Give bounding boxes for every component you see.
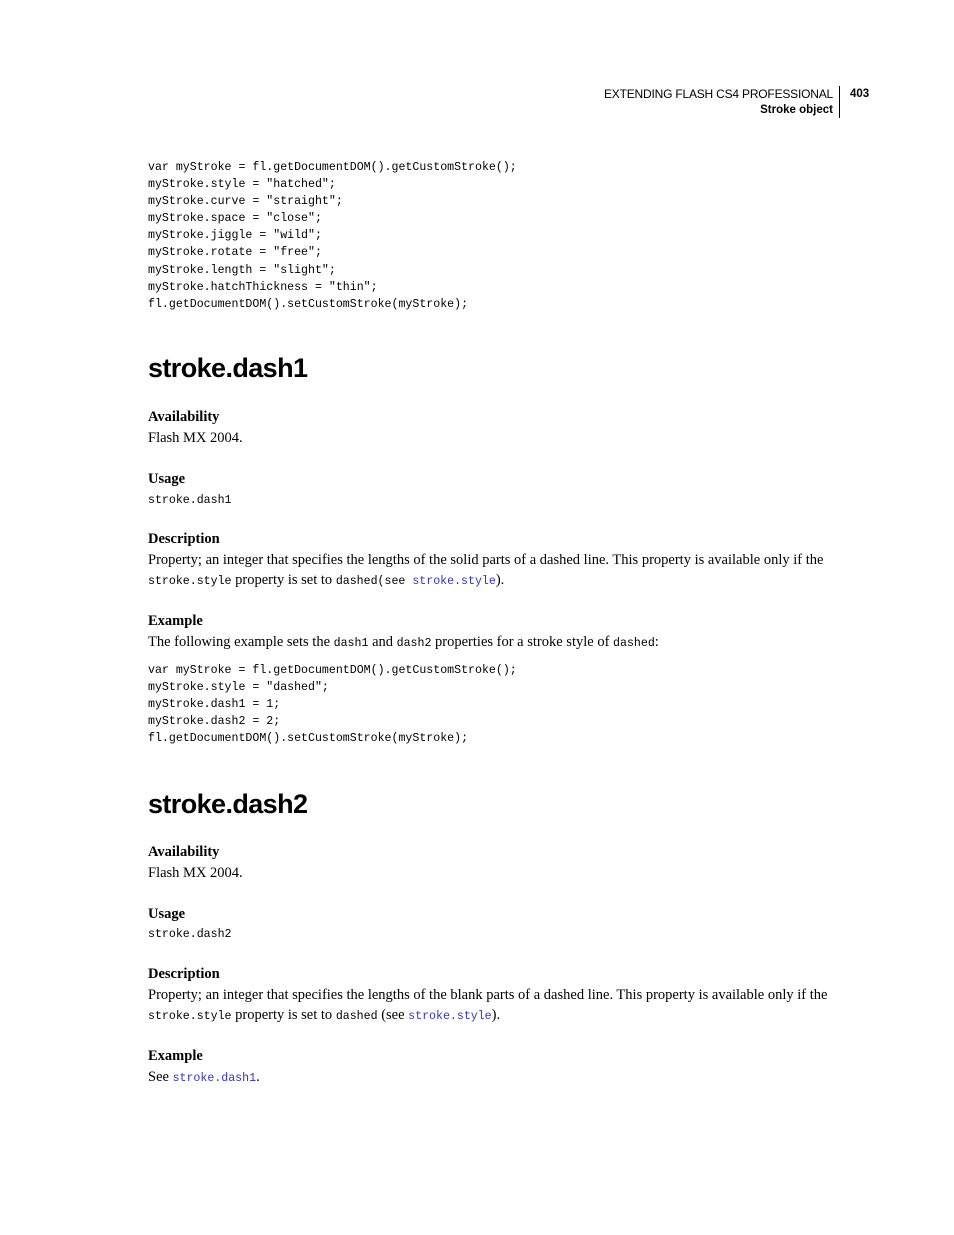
code-line: myStroke.style = "hatched"; [148,178,336,192]
code-block-dash1 [148,662,517,747]
inline-code: dashed(see [335,575,413,588]
description-text [148,985,848,1027]
example-fragment: . [256,1069,260,1085]
inline-code: stroke.style [148,1010,232,1023]
usage-label: Usage [148,906,186,922]
availability-text: Flash MX 2004. [148,430,243,446]
example-text [148,1067,848,1089]
example-fragment: The following example sets the [148,634,334,650]
code-line: var myStroke = fl.getDocumentDOM().getCustomStroke(); [148,664,517,677]
code-block-top [148,159,517,313]
heading-dash2: stroke.dash2 [148,789,308,819]
example-fragment: : [654,634,659,650]
book-title: EXTENDING FLASH CS4 PROFESSIONAL [604,87,833,101]
example-label: Example [148,1048,203,1064]
link-stroke-dash1[interactable]: stroke.dash1 [172,1072,257,1085]
code-line: myStroke.dash2 = 2; [148,715,281,729]
code-line: myStroke.dash1 = 1; [148,698,281,712]
section-title: Stroke object [760,104,833,116]
code-line: myStroke.length = "slight"; [148,263,336,277]
description-fragment: ). [495,572,505,588]
page-number: 403 [850,88,870,100]
description-fragment: property is set to [231,1007,336,1023]
availability-label: Availability [148,844,220,860]
usage-code: stroke.dash1 [148,494,232,507]
code-line: myStroke.space = "close"; [148,212,322,226]
inline-code: dash1 [333,637,369,650]
code-line: myStroke.curve = "straight"; [148,195,343,209]
running-header [604,86,840,118]
example-text [148,632,848,654]
code-line: myStroke.jiggle = "wild"; [148,229,322,243]
description-line: Property; an integer that specifies the lengths of the solid parts of a dashed line. This property is available only if the [148,552,824,568]
example-fragment: and [368,634,397,650]
description-fragment: (see [377,1007,409,1023]
description-fragment: ). [491,1007,501,1023]
availability-text: Flash MX 2004. [148,865,243,881]
inline-code: dash2 [396,637,432,650]
description-label: Description [148,966,220,982]
example-label: Example [148,613,203,629]
usage-label: Usage [148,471,186,487]
code-line: var myStroke = fl.getDocumentDOM().getCustomStroke(); [148,161,517,174]
code-line: myStroke.hatchThickness = "thin"; [148,280,378,294]
description-fragment: property is set to [231,572,336,588]
code-line: myStroke.style = "dashed"; [148,681,329,695]
inline-code: stroke.style [148,575,232,588]
availability-label: Availability [148,409,220,425]
description-text [148,550,848,592]
usage-code: stroke.dash2 [148,928,232,941]
description-line: Property; an integer that specifies the lengths of the blank parts of a dashed line. This property is available only if the [148,987,828,1003]
description-label: Description [148,531,220,547]
link-stroke-style[interactable]: stroke.style [408,1010,492,1023]
heading-dash1: stroke.dash1 [148,353,308,383]
code-line: fl.getDocumentDOM().setCustomStroke(myStroke); [148,297,469,311]
code-line: fl.getDocumentDOM().setCustomStroke(myStroke); [148,732,469,746]
example-fragment: See [148,1069,173,1085]
inline-code: dashed [335,1010,378,1023]
code-line: myStroke.rotate = "free"; [148,246,322,260]
example-fragment: properties for a stroke style of [431,634,614,650]
link-stroke-style[interactable]: stroke.style [412,575,496,588]
inline-code: dashed [613,637,655,650]
